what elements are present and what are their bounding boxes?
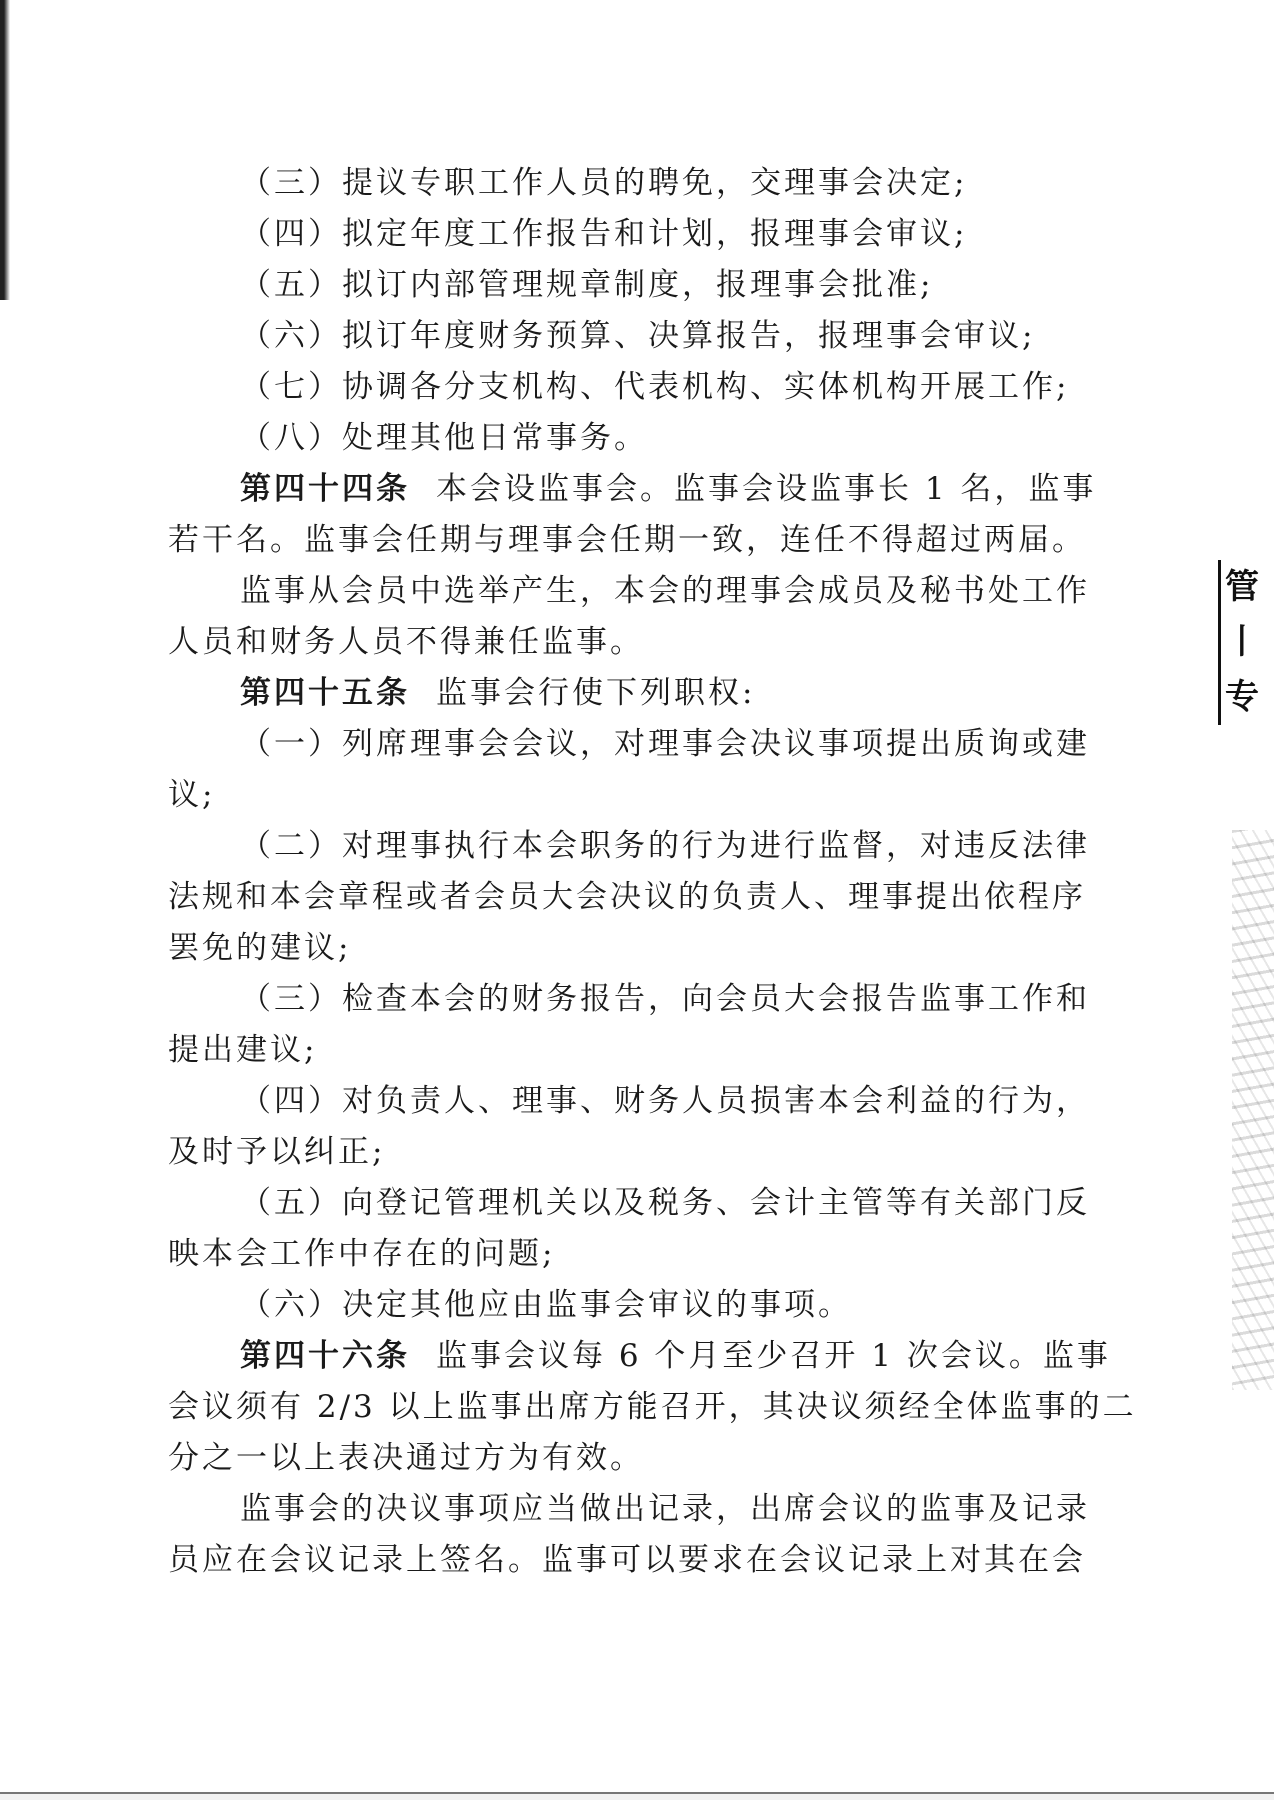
text-line bbox=[168, 1178, 1108, 1229]
line-text: 监事从会员中选举产生，本会的理事会成员及秘书处工作 bbox=[240, 573, 1090, 609]
line-text: （六）决定其他应由监事会审议的事项。 bbox=[240, 1287, 852, 1323]
line-text: 监事会议每 6 个月至少召开 1 次会议。监事 bbox=[436, 1338, 1111, 1374]
line-text: 映本会工作中存在的问题; bbox=[168, 1236, 556, 1272]
text-line bbox=[168, 1484, 1108, 1535]
text-line bbox=[168, 1025, 1108, 1076]
line-text: （五）向登记管理机关以及税务、会计主管等有关部门反 bbox=[240, 1185, 1090, 1221]
scan-shadow-left bbox=[0, 0, 10, 300]
line-text: 法规和本会章程或者会员大会决议的负责人、理事提出依程序 bbox=[168, 879, 1086, 915]
line-text: 监事会行使下列职权: bbox=[436, 675, 756, 711]
article-heading: 第四十五条 bbox=[240, 675, 410, 711]
line-text: （六）拟订年度财务预算、决算报告，报理事会审议; bbox=[240, 318, 1036, 354]
text-line bbox=[168, 515, 1108, 566]
text-line bbox=[168, 566, 1108, 617]
line-text: 员应在会议记录上签名。监事可以要求在会议记录上对其在会 bbox=[168, 1542, 1086, 1578]
line-text: （五）拟订内部管理规章制度，报理事会批准; bbox=[240, 267, 934, 303]
text-line bbox=[168, 1433, 1108, 1484]
text-line bbox=[168, 1076, 1108, 1127]
margin-fragment-2: 丨 bbox=[1218, 615, 1274, 670]
line-text: 若干名。监事会任期与理事会任期一致，连任不得超过两届。 bbox=[168, 522, 1086, 558]
line-text: 本会设监事会。监事会设监事长 1 名，监事 bbox=[436, 471, 1097, 507]
margin-fragment-3: 专 bbox=[1218, 670, 1274, 725]
text-line bbox=[168, 413, 1108, 464]
scan-edge-bottom bbox=[0, 1792, 1274, 1800]
text-line bbox=[168, 209, 1108, 260]
text-line bbox=[168, 719, 1108, 770]
line-text: （七）协调各分支机构、代表机构、实体机构开展工作; bbox=[240, 369, 1070, 405]
text-line bbox=[168, 821, 1108, 872]
line-text: 及时予以纠正; bbox=[168, 1134, 386, 1170]
text-line bbox=[168, 158, 1108, 209]
line-text: （四）对负责人、理事、财务人员损害本会利益的行为， bbox=[240, 1083, 1090, 1119]
margin-text-fragments bbox=[1218, 560, 1274, 725]
text-line bbox=[168, 770, 1108, 821]
article-line bbox=[168, 464, 1108, 515]
line-text: （三）检查本会的财务报告，向会员大会报告监事工作和 bbox=[240, 981, 1090, 1017]
line-text: （三）提议专职工作人员的聘免，交理事会决定; bbox=[240, 165, 968, 201]
text-line bbox=[168, 362, 1108, 413]
line-text: （二）对理事执行本会职务的行为进行监督，对违反法律 bbox=[240, 828, 1090, 864]
article-heading: 第四十四条 bbox=[240, 471, 410, 507]
line-text: 罢免的建议; bbox=[168, 930, 352, 966]
text-line bbox=[168, 872, 1108, 923]
article-line bbox=[168, 668, 1108, 719]
line-text: （四）拟定年度工作报告和计划，报理事会审议; bbox=[240, 216, 968, 252]
partial-seal-stamp bbox=[1232, 830, 1274, 1390]
line-text: 监事会的决议事项应当做出记录，出席会议的监事及记录 bbox=[240, 1491, 1090, 1527]
line-text: 提出建议; bbox=[168, 1032, 318, 1068]
line-text: 议; bbox=[168, 777, 216, 813]
text-line bbox=[168, 923, 1108, 974]
text-line bbox=[168, 1280, 1108, 1331]
text-line bbox=[168, 260, 1108, 311]
text-line bbox=[168, 617, 1108, 668]
article-heading: 第四十六条 bbox=[240, 1338, 410, 1374]
line-text: 人员和财务人员不得兼任监事。 bbox=[168, 624, 644, 660]
line-text: （一）列席理事会会议，对理事会决议事项提出质询或建 bbox=[240, 726, 1090, 762]
margin-fragment-1: 管 bbox=[1218, 560, 1274, 615]
text-line bbox=[168, 1382, 1137, 1433]
line-text: 会议须有 2/3 以上监事出席方能召开，其决议须经全体监事的二 bbox=[168, 1389, 1137, 1425]
text-line bbox=[168, 311, 1108, 362]
line-text: （八）处理其他日常事务。 bbox=[240, 420, 648, 456]
text-line bbox=[168, 1229, 1108, 1280]
text-line bbox=[168, 1127, 1108, 1178]
document-page bbox=[168, 158, 1137, 1586]
text-line bbox=[168, 974, 1108, 1025]
text-line bbox=[168, 1535, 1108, 1586]
article-line bbox=[168, 1331, 1111, 1382]
line-text: 分之一以上表决通过方为有效。 bbox=[168, 1440, 644, 1476]
